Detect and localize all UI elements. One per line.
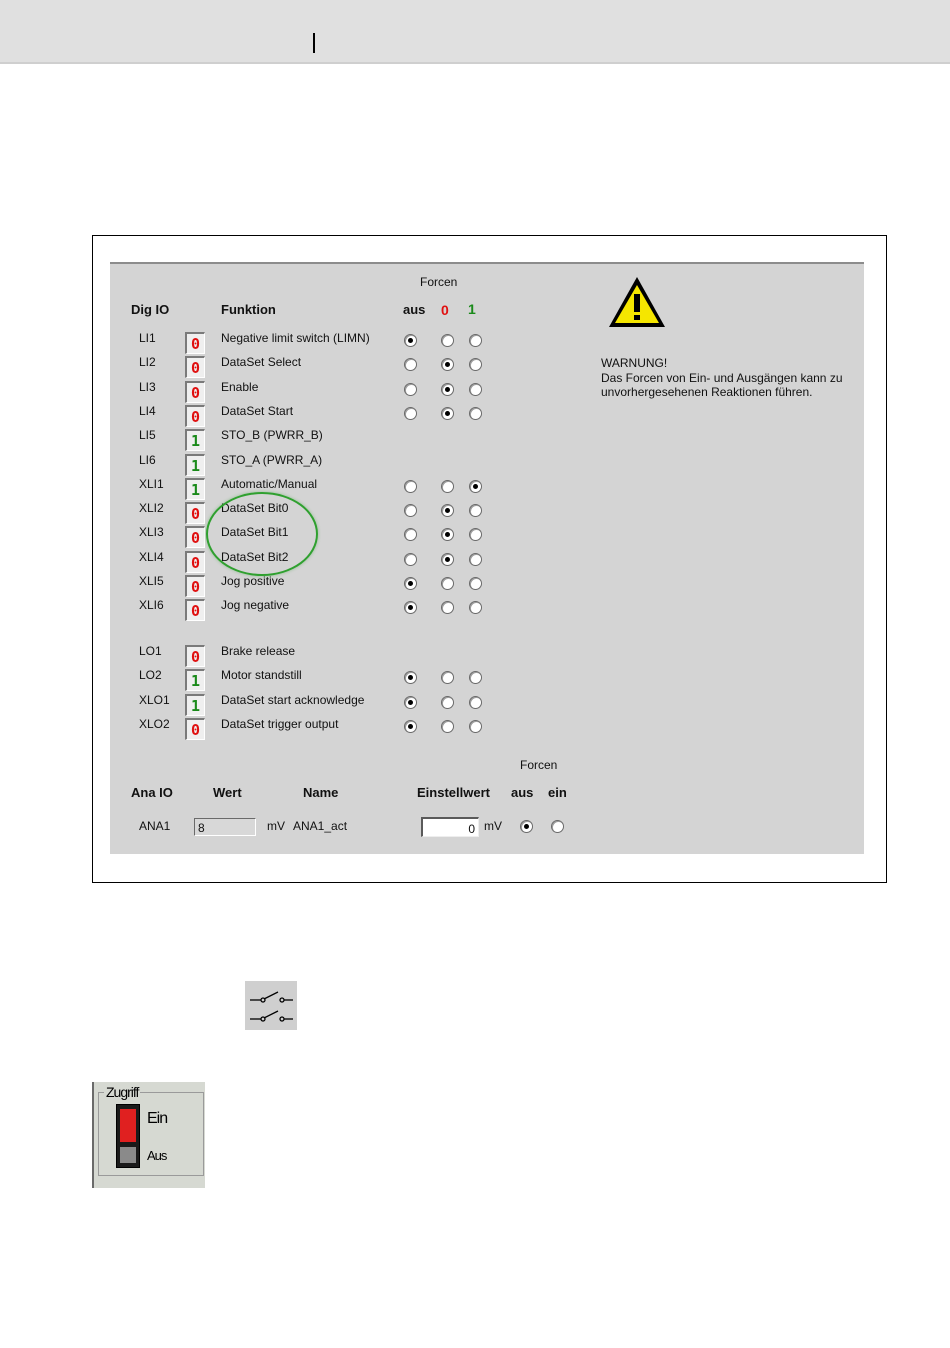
io-function-label: Motor standstill [221,668,302,682]
force-radio-aus[interactable] [404,601,417,614]
force-radio-1[interactable] [469,577,482,590]
dig-io-header: Dig IO [131,302,170,317]
io-function-label: STO_B (PWRR_B) [221,428,323,442]
force-radio-0[interactable] [441,358,454,371]
io-value-box: 1 [185,694,205,716]
force-radio-1[interactable] [469,671,482,684]
zugriff-ein-label: Ein [147,1110,168,1127]
io-id-label: XLI2 [139,501,164,515]
ana1-force-aus-radio[interactable] [520,820,533,833]
force-radio-1[interactable] [469,504,482,517]
forcen-label: Forcen [420,275,458,289]
io-function-label: Automatic/Manual [221,477,318,491]
force-radio-aus[interactable] [404,720,417,733]
name-header: Name [303,785,339,800]
switch-contacts-icon[interactable] [245,981,297,1030]
io-value-box: 0 [185,645,205,667]
warning-triangle-icon [606,274,668,330]
io-id-label: LI4 [139,404,156,418]
ana1-unit: mV [267,819,285,833]
io-value-box: 0 [185,502,205,524]
ana1-id: ANA1 [139,819,171,833]
io-function-label: Brake release [221,644,296,658]
zugriff-aus-label: Aus [147,1148,167,1163]
io-function-label: Jog negative [221,598,290,612]
io-value-box: 0 [185,718,205,740]
force-radio-1[interactable] [469,480,482,493]
force-radio-1[interactable] [469,553,482,566]
force-radio-aus[interactable] [404,553,417,566]
force-radio-aus[interactable] [404,383,417,396]
warning-title: WARNUNG! [601,356,668,370]
force-radio-aus[interactable] [404,358,417,371]
io-function-label: DataSet trigger output [221,717,339,731]
io-id-label: LI1 [139,331,156,345]
io-id-label: LO2 [139,668,162,682]
wert-header: Wert [213,785,242,800]
force-radio-1[interactable] [469,334,482,347]
io-value-box: 1 [185,478,205,500]
io-value-box: 0 [185,551,205,573]
io-function-label: Enable [221,380,259,394]
io-value-box: 0 [185,599,205,621]
ana1-force-ein-radio[interactable] [551,820,564,833]
force-0-header: 0 [441,302,449,318]
io-id-label: LI5 [139,428,156,442]
io-function-label: DataSet start acknowledge [221,693,365,707]
io-value-box: 1 [185,669,205,691]
force-radio-1[interactable] [469,601,482,614]
force-radio-aus[interactable] [404,696,417,709]
analog-aus-header: aus [511,785,534,800]
force-radio-1[interactable] [469,720,482,733]
funktion-header: Funktion [221,302,276,317]
force-radio-0[interactable] [441,720,454,733]
io-id-label: XLI6 [139,598,164,612]
force-radio-aus[interactable] [404,334,417,347]
io-id-label: XLI5 [139,574,164,588]
io-id-label: XLI3 [139,525,164,539]
io-function-label: DataSet Bit1 [221,525,289,539]
force-radio-0[interactable] [441,671,454,684]
io-function-label: DataSet Bit0 [221,501,289,515]
io-value-box: 1 [185,429,205,451]
force-1-header: 1 [468,301,476,317]
einstellwert-header: Einstellwert [417,785,490,800]
io-function-label: STO_A (PWRR_A) [221,453,323,467]
force-radio-1[interactable] [469,383,482,396]
io-id-label: XLO1 [139,693,170,707]
force-radio-0[interactable] [441,577,454,590]
ana1-set-unit: mV [484,819,502,833]
io-id-label: XLI1 [139,477,164,491]
force-radio-1[interactable] [469,528,482,541]
force-aus-header: aus [403,302,426,317]
force-radio-0[interactable] [441,383,454,396]
force-radio-0[interactable] [441,601,454,614]
zugriff-panel [92,1082,205,1188]
force-radio-0[interactable] [441,504,454,517]
io-function-label: DataSet Select [221,355,302,369]
io-function-label: DataSet Bit2 [221,550,289,564]
io-value-box: 0 [185,381,205,403]
analog-ein-header: ein [548,785,567,800]
force-radio-aus[interactable] [404,671,417,684]
warning-text-line1: Das Forcen von Ein- und Ausgängen kann zu [601,371,843,385]
io-id-label: LO1 [139,644,162,658]
toggle-on-indicator [120,1109,136,1142]
io-function-label: Negative limit switch (LIMN) [221,331,370,345]
ana-io-header: Ana IO [131,785,173,800]
force-radio-aus[interactable] [404,504,417,517]
force-radio-aus[interactable] [404,577,417,590]
force-radio-aus[interactable] [404,407,417,420]
io-function-label: Jog positive [221,574,285,588]
warning-text-line2: unvorhergesehenen Reaktionen führen. [601,385,813,399]
toggle-off-indicator [120,1147,136,1163]
force-radio-0[interactable] [441,407,454,420]
ana1-setvalue-input[interactable]: 0 [421,817,479,837]
io-id-label: XLI4 [139,550,164,564]
io-id-label: LI3 [139,380,156,394]
io-value-box: 1 [185,454,205,476]
force-radio-0[interactable] [441,480,454,493]
io-id-label: XLO2 [139,717,170,731]
force-radio-0[interactable] [441,528,454,541]
force-radio-0[interactable] [441,696,454,709]
ana1-value-field: 8 [194,818,256,836]
io-panel [110,262,864,854]
force-radio-1[interactable] [469,696,482,709]
highlight-circle [206,492,318,576]
force-radio-aus[interactable] [404,528,417,541]
ana1-name: ANA1_act [293,819,348,833]
io-value-box: 0 [185,575,205,597]
io-value-box: 0 [185,332,205,354]
header-bar [0,0,950,64]
force-radio-0[interactable] [441,334,454,347]
force-radio-1[interactable] [469,407,482,420]
io-id-label: LI2 [139,355,156,369]
io-function-label: DataSet Start [221,404,294,418]
io-value-box: 0 [185,405,205,427]
io-id-label: LI6 [139,453,156,467]
io-value-box: 0 [185,356,205,378]
force-radio-1[interactable] [469,358,482,371]
zugriff-toggle[interactable] [116,1104,140,1168]
analog-forcen-label: Forcen [520,758,558,772]
zugriff-title: Zugriff [106,1084,139,1100]
header-divider [313,33,315,53]
io-value-box: 0 [185,526,205,548]
force-radio-0[interactable] [441,553,454,566]
zugriff-groupbox [98,1092,204,1176]
force-radio-aus[interactable] [404,480,417,493]
